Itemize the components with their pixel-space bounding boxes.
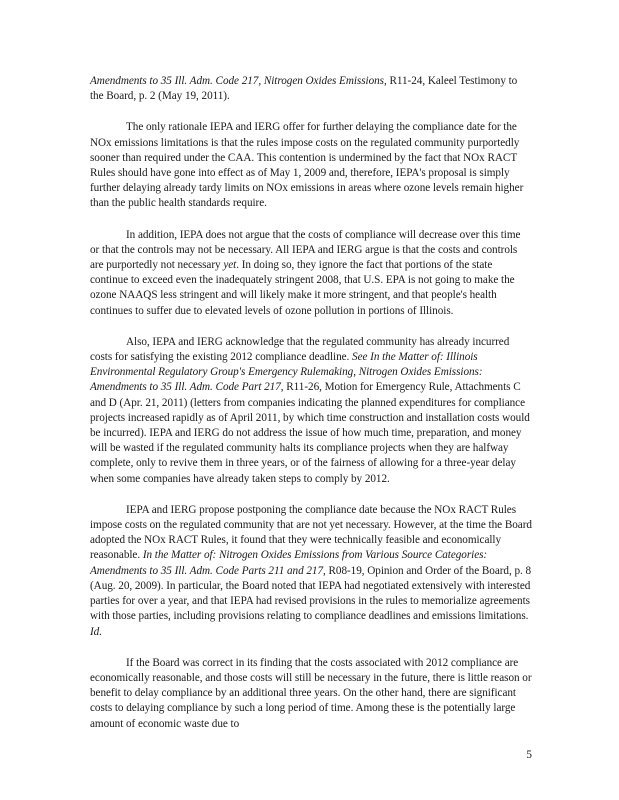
body-text: The only rationale IEPA and IERG offer for further delaying the compliance date for the NOx emissions limitations is that the rules impose costs on the regulated community purportedly sooner than required under the CAA. This contention is undermined by the fact that NOx RACT Rules should have gone into effect as of May 1, 2009 and, therefore, IEPA's proposal is simply further delaying already tardy limits on NOx emissions in areas where ozone levels remain higher than the public health standards require. — [90, 121, 524, 210]
document-body — [90, 74, 532, 732]
body-text: IEPA and IERG propose postponing the compliance date because the NOx RACT Rules impose costs on the regulated community that are not yet necessary. However, at the time the Board adopted the NOx RACT Rules, it found that they were technically feasible and economically reasonable. — [90, 503, 532, 562]
italic-citation-text: See In the Matter of: Illinois Environmental Regulatory Group's Emergency Rulemaking, Nitrogen Oxides Emissions: Amendments to 35 Ill. Adm. Code Part 217 — [90, 351, 483, 394]
body-text: , R11-24, Kaleel Testimony to the Board, p. 2 (May 19, 2011). — [90, 75, 518, 103]
body-text: If the Board was correct in its finding that the costs associated with 2012 compliance are economically reasonable, and those costs will still be necessary in the future, there is little reason or benefit to delay compliance by an additional three years. On the other hand, there are significant costs to delaying compliance by such a long period of time. Among these is the potentially large amount of economic waste due to — [90, 656, 532, 730]
body-text: Also, IEPA and IERG acknowledge that the regulated community has already incurred costs for satisfying the existing 2012 compliance deadline. — [90, 335, 510, 364]
italic-citation-text: Id. — [90, 625, 102, 638]
paragraph-rationale — [90, 120, 532, 211]
paragraph-costs-not-decreasing — [90, 228, 532, 319]
italic-citation-text: Amendments to 35 Ill. Adm. Code 217, Nitrogen Oxides Emissions — [90, 75, 384, 87]
paragraph-postponing-compliance — [90, 503, 532, 640]
italic-citation-text: In the Matter of: Nitrogen Oxides Emissions from Various Source Categories: Amendments to 35 Ill. Adm. Code Parts 211 and 217 — [90, 549, 488, 577]
body-text: , R11-26, Motion for Emergency Rule, Attachments C and D (Apr. 21, 2011) (letters from companies indicating the planned expenditures for compliance projects increased rapidly as of April 2011, by which time construction and installation costs would be incurred). IEPA and IERG do not address the issue of how much time, preparation, and money will be wasted if the regulated community halts its compliance projects when they are halfway complete, only to revive them in three years, or of the fairness of allowing for a three-year delay when some companies have already taken steps to comply by 2012. — [90, 381, 530, 485]
italic-citation-text: yet — [223, 259, 237, 272]
body-text: , R08-19, Opinion and Order of the Board, p. 8 (Aug. 20, 2009). In particular, the Board noted that IEPA had negotiated extensively with interested parties for over a year, and that IEPA had revised provisions in the rules to memorialize agreements with those parties, including provisions relating to compliance deadlines and emissions limitations. — [90, 564, 532, 623]
paragraph-board-finding — [90, 656, 532, 732]
body-text: . In doing so, they ignore the fact that portions of the state continue to exceed even the inadequately stringent 2008, that U.S. EPA is not going to make the ozone NAAQS less stringent and will likely make it more stringent, and that people's health continues to suffer due to elevated levels of ozone pollution in portions of Illinois. — [90, 259, 515, 317]
paragraph-citation-continued — [90, 74, 532, 104]
page-number: 5 — [526, 749, 532, 761]
paragraph-incurred-costs — [90, 335, 532, 487]
body-text: In addition, IEPA does not argue that the costs of compliance will decrease over this time or that the controls may not be necessary. All IEPA and IERG argue is that the costs and controls are purportedly not necessary — [90, 228, 521, 272]
